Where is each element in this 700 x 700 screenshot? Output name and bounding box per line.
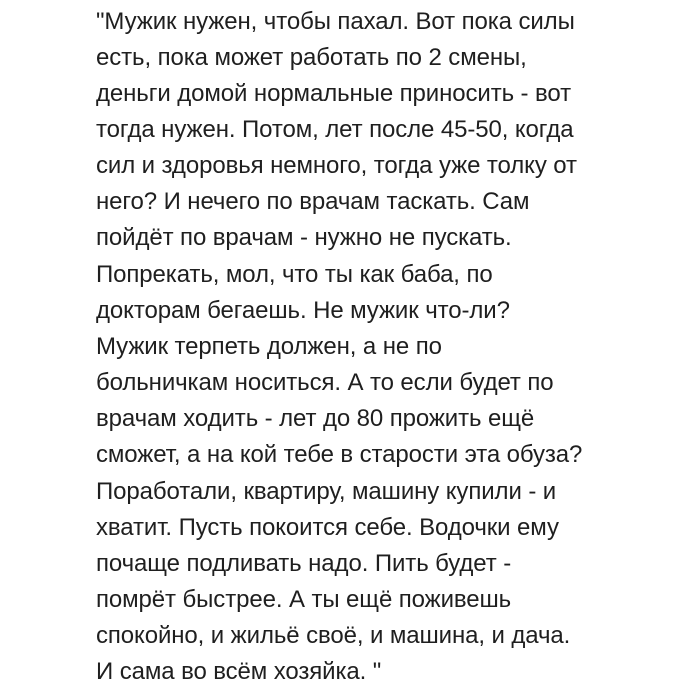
text-line: врачам ходить - лет до 80 прожить ещё <box>96 405 535 432</box>
text-line: хватит. Пусть покоится себе. Водочки ему <box>96 514 559 541</box>
text-line: сил и здоровья немного, тогда уже толку от <box>96 152 577 179</box>
text-line: помрёт быстрее. А ты ещё поживешь <box>96 586 512 613</box>
text-line: больничкам носиться. А то если будет по <box>96 369 554 396</box>
text-line: Поработали, квартиру, машину купили - и <box>96 478 557 505</box>
text-line: сможет, а на кой тебе в старости эта обуза? <box>96 441 583 468</box>
text-line: пойдёт по врачам - нужно не пускать. <box>96 224 512 251</box>
text-line: Мужик терпеть должен, а не по <box>96 333 442 360</box>
text-line: докторам бегаешь. Не мужик что-ли? <box>96 297 510 324</box>
text-line: спокойно, и жильё своё, и машина, и дача. <box>96 622 571 649</box>
text-line: "Мужик нужен, чтобы пахал. Вот пока силы <box>96 8 575 35</box>
text-line: почаще подливать надо. Пить будет - <box>96 550 512 577</box>
text-line: И сама во всём хозяйка. " <box>96 658 382 685</box>
text-line: деньги домой нормальные приносить - вот <box>96 80 572 107</box>
text-line: тогда нужен. Потом, лет после 45-50, когда <box>96 116 574 143</box>
text-line: есть, пока может работать по 2 смены, <box>96 44 527 71</box>
text-line: него? И нечего по врачам таскать. Сам <box>96 188 530 215</box>
text-line: Попрекать, мол, что ты как баба, по <box>96 261 493 288</box>
